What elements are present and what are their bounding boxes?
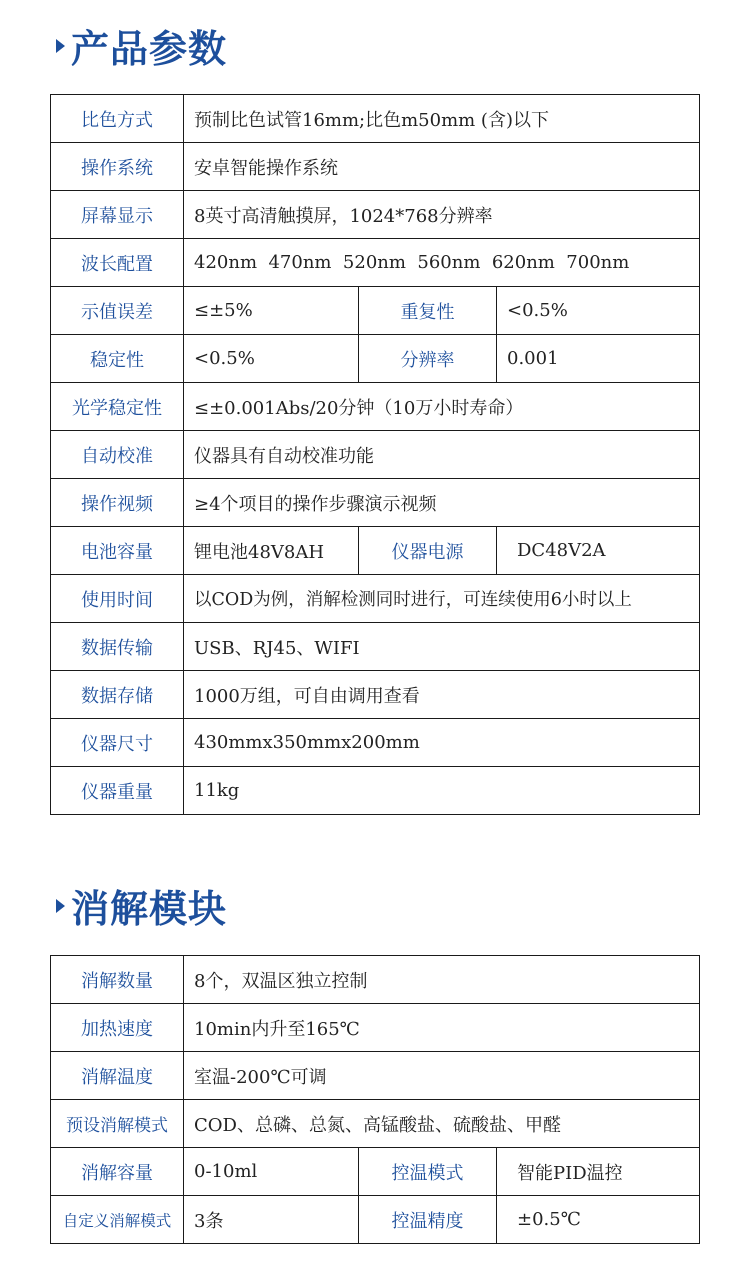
- table-row: [51, 431, 700, 479]
- table-row: [51, 623, 700, 671]
- row-value: 0-10ml: [184, 1148, 359, 1196]
- digestion-table: [50, 955, 700, 1244]
- triangle-bullet-icon: [56, 39, 65, 53]
- row-label: 波长配置: [51, 239, 184, 287]
- row-value: 8个，双温区独立控制: [184, 956, 700, 1004]
- table-row: [51, 575, 700, 623]
- row-value: COD、总磷、总氮、高锰酸盐、硫酸盐、甲醛: [184, 1100, 700, 1148]
- table-row: [51, 191, 700, 239]
- params-title-text: 产品参数: [71, 27, 228, 71]
- row-value: ≥4个项目的操作步骤演示视频: [184, 479, 700, 527]
- row-label: 消解数量: [51, 956, 184, 1004]
- row-value: 仪器具有自动校准功能: [184, 431, 700, 479]
- row-value-secondary: DC48V2A: [497, 527, 700, 575]
- table-row: [51, 143, 700, 191]
- row-value: 420nm 470nm 520nm 560nm 620nm 700nm: [184, 239, 700, 287]
- row-label: 光学稳定性: [51, 383, 184, 431]
- row-label-secondary: 分辨率: [359, 335, 497, 383]
- row-label: 仪器尺寸: [51, 719, 184, 767]
- row-value-secondary: ±0.5℃: [497, 1196, 700, 1244]
- row-label-secondary: 重复性: [359, 287, 497, 335]
- table-row: [51, 239, 700, 287]
- row-label: 仪器重量: [51, 767, 184, 815]
- table-row: [51, 383, 700, 431]
- params-table: [50, 94, 700, 815]
- table-row: [51, 1100, 700, 1148]
- table-row: [51, 1196, 700, 1244]
- table-row: [51, 1052, 700, 1100]
- digestion-section-title: [56, 878, 227, 933]
- table-row: [51, 956, 700, 1004]
- row-label: 自动校准: [51, 431, 184, 479]
- row-value: <0.5%: [184, 335, 359, 383]
- row-label: 数据传输: [51, 623, 184, 671]
- row-value-secondary: 智能PID温控: [497, 1148, 700, 1196]
- row-value-secondary: <0.5%: [497, 287, 700, 335]
- row-value: 1000万组，可自由调用查看: [184, 671, 700, 719]
- row-value: 预制比色试管16mm;比色m50mm (含)以下: [184, 95, 700, 143]
- row-label: 消解容量: [51, 1148, 184, 1196]
- triangle-bullet-icon: [56, 899, 65, 913]
- table-row: [51, 95, 700, 143]
- table-row: [51, 671, 700, 719]
- row-value: USB、RJ45、WIFI: [184, 623, 700, 671]
- row-label: 电池容量: [51, 527, 184, 575]
- table-row: [51, 287, 700, 335]
- row-label-secondary: 仪器电源: [359, 527, 497, 575]
- row-label: 屏幕显示: [51, 191, 184, 239]
- row-label-secondary: 控温模式: [359, 1148, 497, 1196]
- row-label-secondary: 控温精度: [359, 1196, 497, 1244]
- row-label: 稳定性: [51, 335, 184, 383]
- row-label: 比色方式: [51, 95, 184, 143]
- row-value: ≤±0.001Abs/20分钟（10万小时寿命）: [184, 383, 700, 431]
- row-value: 11kg: [184, 767, 700, 815]
- row-value: 430mmx350mmx200mm: [184, 719, 700, 767]
- row-label: 加热速度: [51, 1004, 184, 1052]
- row-value: 安卓智能操作系统: [184, 143, 700, 191]
- row-label: 操作视频: [51, 479, 184, 527]
- row-value: 8英寸高清触摸屏，1024*768分辨率: [184, 191, 700, 239]
- row-label: 使用时间: [51, 575, 184, 623]
- row-value: 3条: [184, 1196, 359, 1244]
- table-row: [51, 1148, 700, 1196]
- table-row: [51, 767, 700, 815]
- digestion-title-text: 消解模块: [71, 887, 228, 931]
- row-value: 锂电池48V8AH: [184, 527, 359, 575]
- table-row: [51, 527, 700, 575]
- row-value-secondary: 0.001: [497, 335, 700, 383]
- row-label: 操作系统: [51, 143, 184, 191]
- row-label: 自定义消解模式: [51, 1196, 184, 1244]
- row-value: 以COD为例，消解检测同时进行，可连续使用6小时以上: [184, 575, 700, 623]
- row-label: 数据存储: [51, 671, 184, 719]
- table-row: [51, 1004, 700, 1052]
- row-value: ≤±5%: [184, 287, 359, 335]
- table-row: [51, 479, 700, 527]
- params-section-title: [56, 18, 227, 73]
- row-label: 预设消解模式: [51, 1100, 184, 1148]
- row-label: 消解温度: [51, 1052, 184, 1100]
- table-row: [51, 719, 700, 767]
- row-label: 示值误差: [51, 287, 184, 335]
- row-value: 10min内升至165℃: [184, 1004, 700, 1052]
- row-value: 室温-200℃可调: [184, 1052, 700, 1100]
- table-row: [51, 335, 700, 383]
